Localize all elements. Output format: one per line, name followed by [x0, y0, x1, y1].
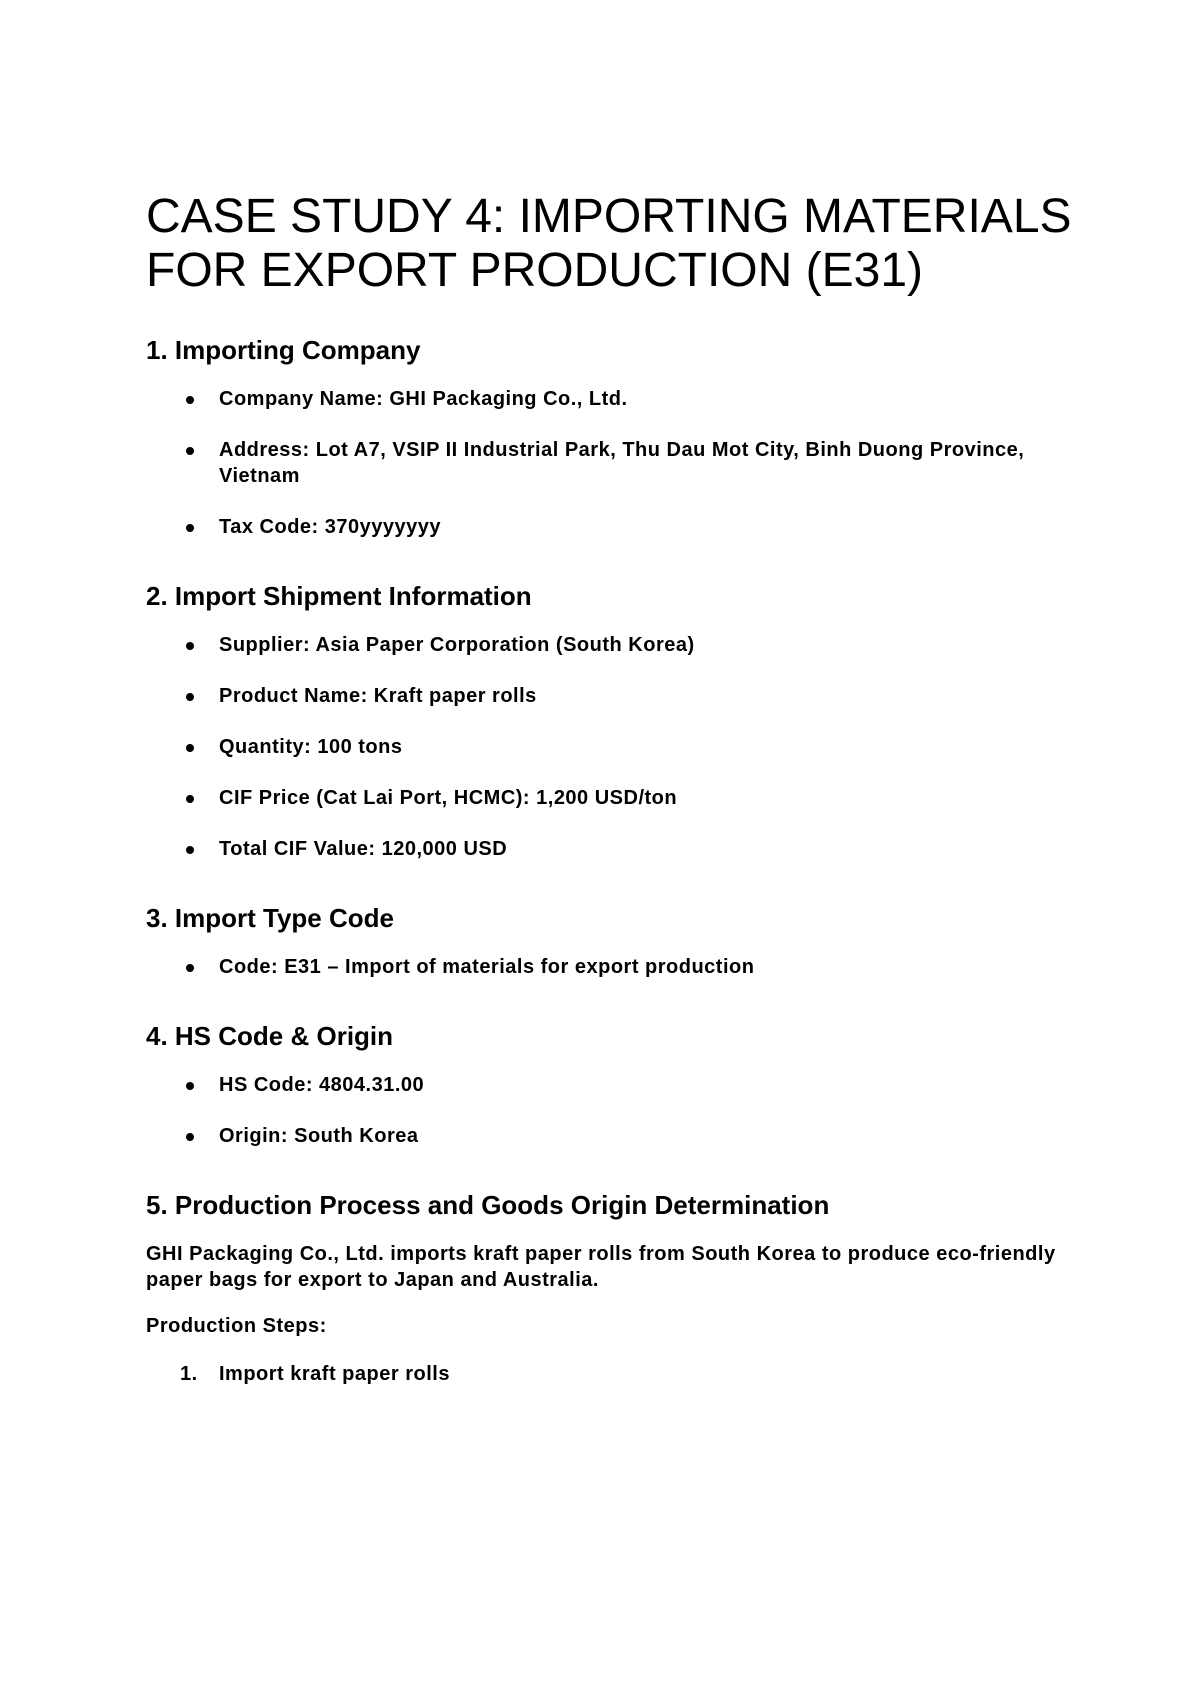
- bullet-icon: [186, 524, 194, 532]
- list-item-text: Code: E31 – Import of materials for export production: [219, 956, 755, 978]
- list-item-text: Address: Lot A7, VSIP II Industrial Park, Thu Dau Mot City, Binh Duong Province, Vietnam: [219, 439, 1025, 487]
- list-item: [146, 632, 1076, 658]
- bullet-icon: [186, 1082, 194, 1090]
- bullet-list: [146, 954, 1076, 980]
- list-item: [146, 954, 1076, 980]
- bullet-icon: [186, 693, 194, 701]
- section-heading: 3. Import Type Code: [146, 903, 394, 933]
- section-import-type-code: [146, 902, 1076, 980]
- section-heading: 5. Production Process and Goods Origin Determination: [146, 1190, 830, 1220]
- section-import-shipment: [146, 580, 1076, 862]
- list-item-text: Tax Code: 370yyyyyyy: [219, 516, 441, 538]
- bullet-list: [146, 1072, 1076, 1149]
- section-heading: 4. HS Code & Origin: [146, 1021, 394, 1051]
- paragraph: GHI Packaging Co., Ltd. imports kraft paper rolls from South Korea to produce eco-friendly paper bags for export to Japan and Australia.: [146, 1243, 1056, 1291]
- list-item-text: Product Name: Kraft paper rolls: [219, 685, 537, 707]
- list-item: [146, 785, 1076, 811]
- list-item-text: CIF Price (Cat Lai Port, HCMC): 1,200 USD/ton: [219, 787, 678, 809]
- list-number: 1.: [180, 1363, 198, 1385]
- bullet-list: [146, 632, 1076, 862]
- list-item-text: HS Code: 4804.31.00: [219, 1074, 425, 1096]
- section-heading: 2. Import Shipment Information: [146, 581, 532, 611]
- list-item-text: Quantity: 100 tons: [219, 736, 403, 758]
- section-heading: 1. Importing Company: [146, 335, 421, 365]
- section-production-process: [146, 1189, 1076, 1387]
- list-item: [146, 514, 1076, 540]
- list-item-text: Total CIF Value: 120,000 USD: [219, 838, 508, 860]
- list-item: [146, 437, 1076, 489]
- subheading: Production Steps:: [146, 1315, 327, 1337]
- list-item-text: Import kraft paper rolls: [219, 1363, 450, 1385]
- bullet-icon: [186, 1133, 194, 1141]
- page-title: CASE STUDY 4: IMPORTING MATERIALS FOR EXPORT PRODUCTION (E31): [146, 190, 1072, 297]
- list-item: [146, 1361, 1076, 1387]
- bullet-icon: [186, 846, 194, 854]
- bullet-icon: [186, 744, 194, 752]
- bullet-icon: [186, 447, 194, 455]
- list-item-text: Supplier: Asia Paper Corporation (South Korea): [219, 634, 695, 656]
- bullet-icon: [186, 642, 194, 650]
- bullet-icon: [186, 795, 194, 803]
- list-item: [146, 734, 1076, 760]
- list-item-text: Origin: South Korea: [219, 1125, 419, 1147]
- list-item: [146, 683, 1076, 709]
- section-hs-code-origin: [146, 1020, 1076, 1149]
- list-item: [146, 386, 1076, 412]
- bullet-list: [146, 386, 1076, 540]
- list-item: [146, 836, 1076, 862]
- list-item: [146, 1123, 1076, 1149]
- list-item-text: Company Name: GHI Packaging Co., Ltd.: [219, 388, 628, 410]
- bullet-icon: [186, 964, 194, 972]
- section-importing-company: [146, 334, 1076, 540]
- document-page: [146, 190, 1076, 1425]
- numbered-list: [146, 1361, 1076, 1387]
- bullet-icon: [186, 396, 194, 404]
- list-item: [146, 1072, 1076, 1098]
